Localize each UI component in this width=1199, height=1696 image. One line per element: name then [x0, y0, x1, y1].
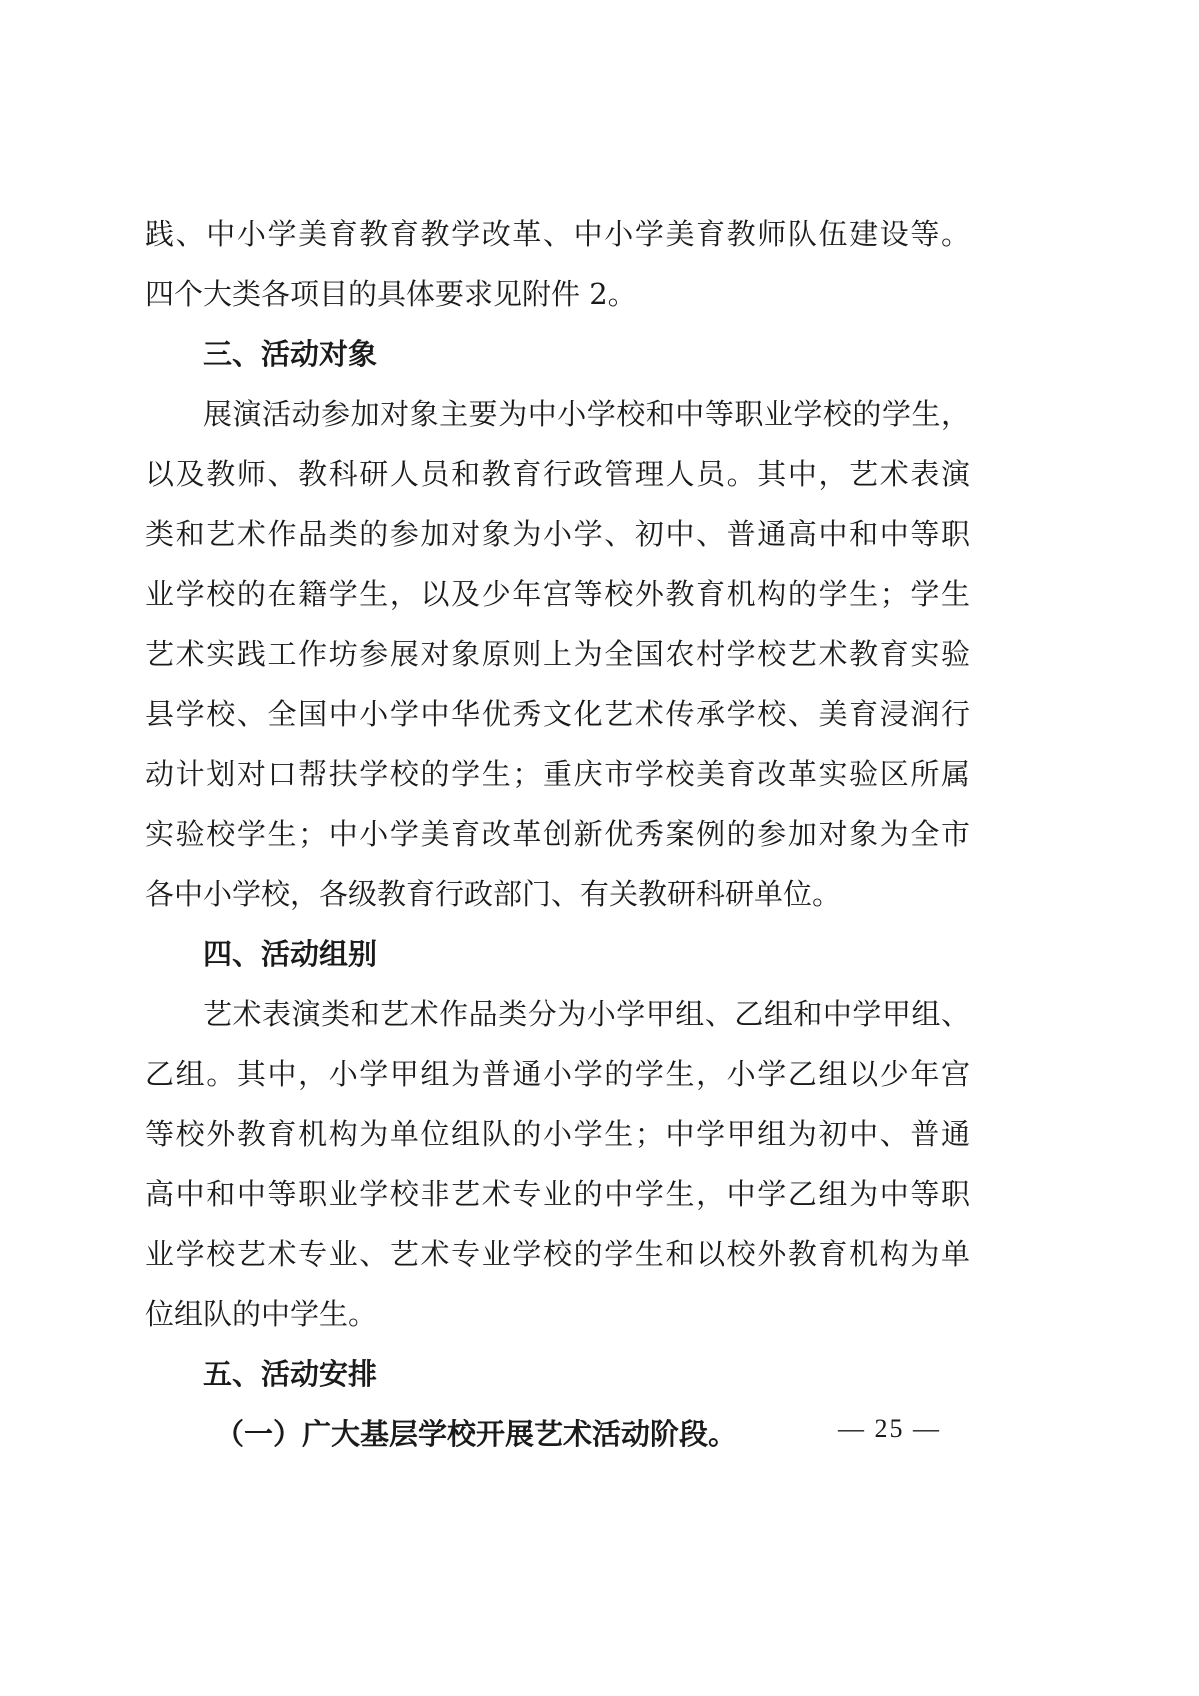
paragraph-line: 动计划对口帮扶学校的学生；重庆市学校美育改革实验区所属	[145, 757, 970, 791]
paragraph-line: 艺术表演类和艺术作品类分为小学甲组、乙组和中学甲组、	[203, 997, 970, 1031]
paragraph-line: 四个大类各项目的具体要求见附件 2。	[145, 277, 637, 311]
paragraph-line: 业学校的在籍学生，以及少年宫等校外教育机构的学生；学生	[145, 577, 970, 611]
section-heading: 三、活动对象	[203, 337, 378, 371]
document-body	[145, 204, 970, 1464]
paragraph-line: 乙组。其中，小学甲组为普通小学的学生，小学乙组以少年宫	[145, 1057, 970, 1091]
paragraph-line: 践、中小学美育教育教学改革、中小学美育教师队伍建设等。	[145, 217, 970, 251]
paragraph-line: 艺术实践工作坊参展对象原则上为全国农村学校艺术教育实验	[145, 637, 970, 671]
paragraph-line: 高中和中等职业学校非艺术专业的中学生，中学乙组为中等职	[145, 1177, 970, 1211]
paragraph-line: 业学校艺术专业、艺术专业学校的学生和以校外教育机构为单	[145, 1237, 970, 1271]
page-number: — 25 —	[838, 1414, 941, 1443]
section-heading: 四、活动组别	[203, 937, 378, 971]
paragraph-line: 县学校、全国中小学中华优秀文化艺术传承学校、美育浸润行	[145, 697, 970, 731]
section-heading: 五、活动安排	[203, 1357, 378, 1391]
subsection-heading: （一）广大基层学校开展艺术活动阶段。	[215, 1417, 738, 1451]
paragraph-line: 展演活动参加对象主要为中小学校和中等职业学校的学生，	[203, 397, 970, 431]
paragraph-line: 等校外教育机构为单位组队的小学生；中学甲组为初中、普通	[145, 1117, 970, 1151]
paragraph-line: 位组队的中学生。	[145, 1297, 378, 1331]
paragraph-line: 类和艺术作品类的参加对象为小学、初中、普通高中和中等职	[145, 517, 970, 551]
paragraph-line: 以及教师、教科研人员和教育行政管理人员。其中，艺术表演	[145, 457, 970, 491]
paragraph-line: 各中小学校，各级教育行政部门、有关教研科研单位。	[145, 877, 842, 911]
paragraph-line: 实验校学生；中小学美育改革创新优秀案例的参加对象为全市	[145, 817, 970, 851]
